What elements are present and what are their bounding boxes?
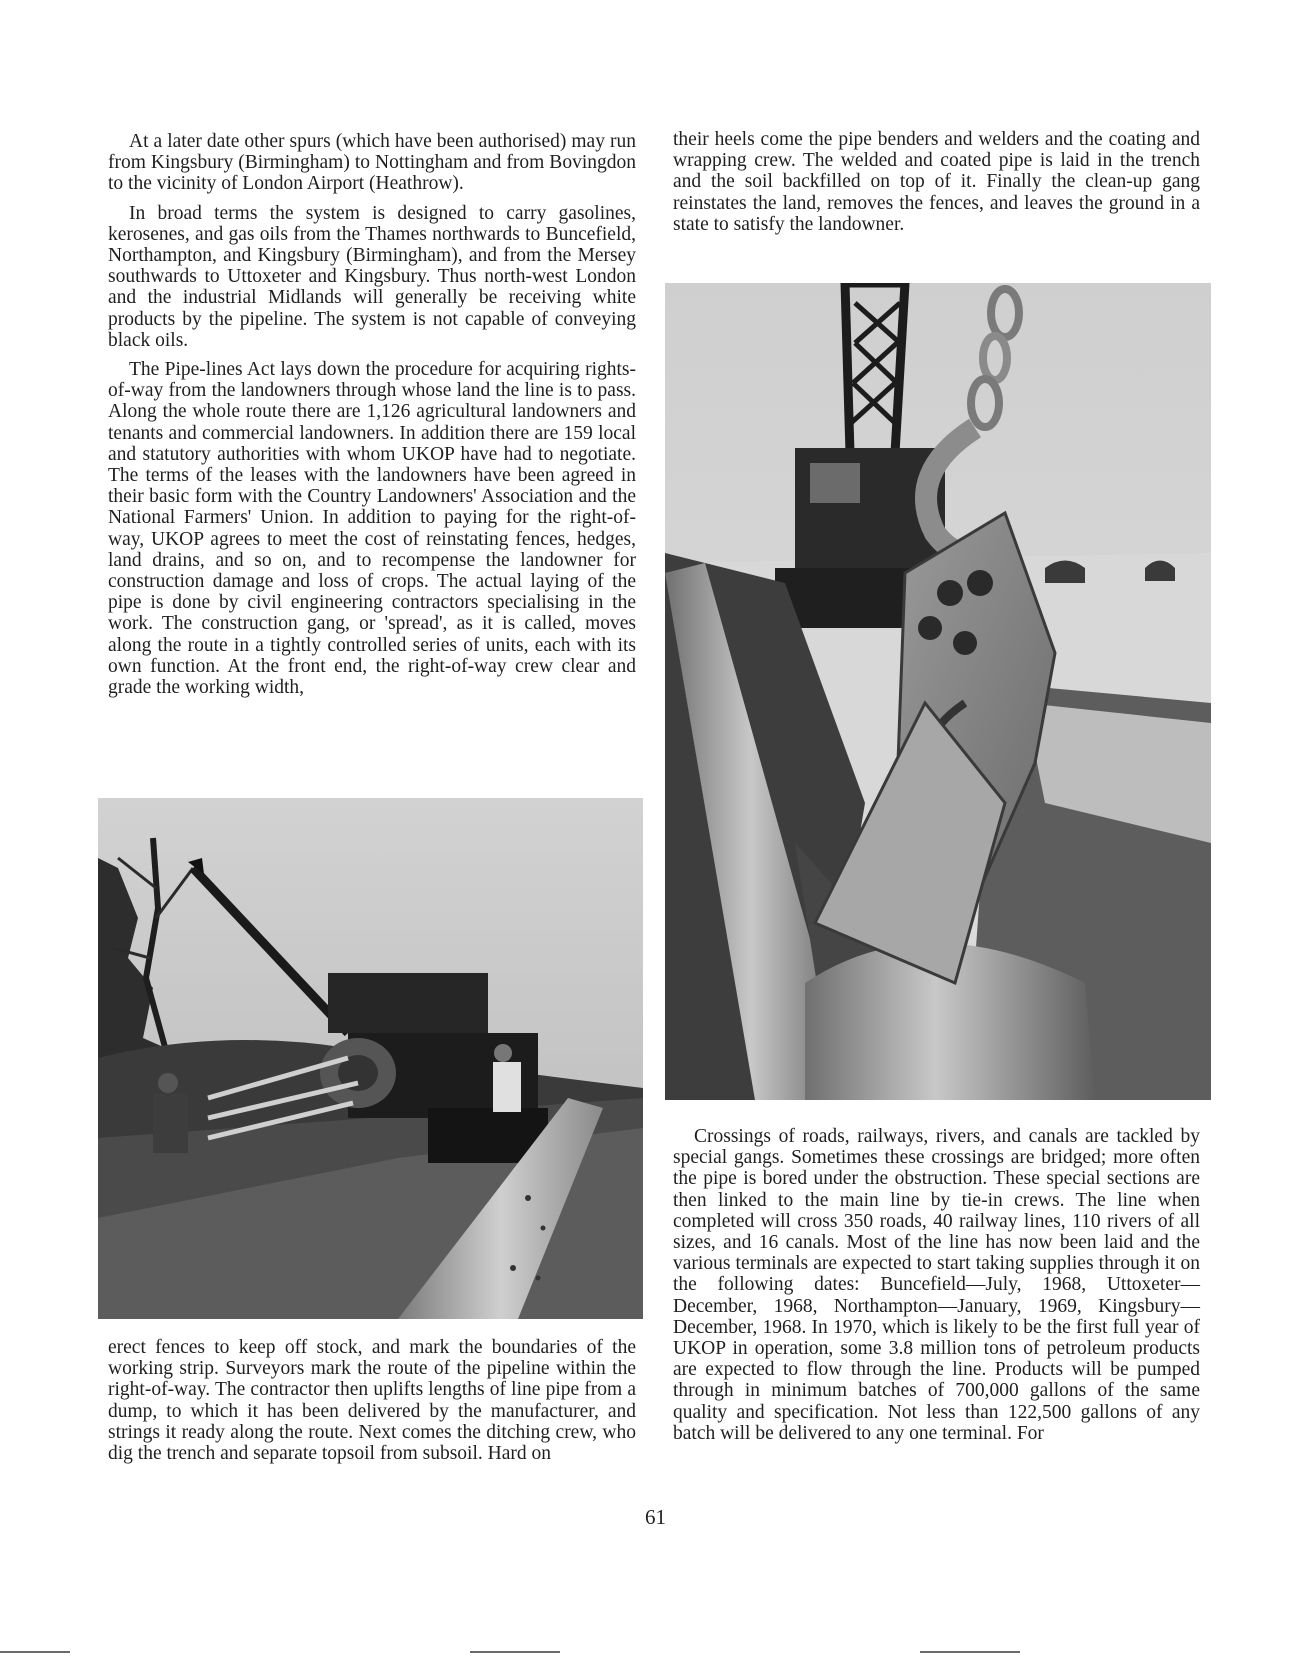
- paragraph-spurs: At a later date other spurs (which have been authorised) may run from Kingsbury (Birmingham) to Nottingham and from Bovingdon to the vicinity of London Airport (Heathrow).: [108, 131, 636, 195]
- right-column-top: [673, 129, 1200, 235]
- scan-edge-rule: [0, 1651, 70, 1653]
- page-number: 61: [645, 1505, 666, 1529]
- left-column-top: [108, 131, 636, 698]
- scan-edge-rule: [470, 1651, 560, 1653]
- paragraph-fences-continuation: erect fences to keep off stock, and mark the boundaries of the working strip. Surveyors mark the route of the pipeline within the right-of-way. The contractor then uplifts lengths of line pipe from a dump, to which it has been delivered by the manufacturer, and strings it ready along the route. Next comes the ditching crew, who dig the trench and separate topsoil from subsoil. Hard on: [108, 1337, 636, 1465]
- paragraph-system: In broad terms the system is designed to carry gasolines, kerosenes, and gas oils from the Thames northwards to Buncefield, Northampton, and Kingsbury (Birmingham), and from the Mersey southwards to Uttoxeter and Kingsbury. Thus north-west London and the industrial Midlands will generally be receiving white products by the pipeline. The system is not capable of conveying black oils.: [108, 202, 636, 351]
- scan-edge-rule: [920, 1651, 1020, 1653]
- photo-crane-hook-over-pipe: [665, 283, 1211, 1100]
- right-column-bottom: [673, 1126, 1200, 1444]
- paragraph-pipelines-act: The Pipe-lines Act lays down the procedure for acquiring rights-of-way from the landowners through whose land the line is to pass. Along the whole route there are 1,126 agricultural landowners and tenants and commercial landowners. In addition there are 159 local and statutory authorities with whom UKOP have had to negotiate. The terms of the leases with the landowners have been agreed in their basic form with the Country Landowners' Association and the National Farmers' Union. In addition to paying for the right-of-way, UKOP agrees to meet the cost of reinstating fences, hedges, land drains, and so on, and to recompense the landowner for construction damage and loss of crops. The actual laying of the pipe is done by civil engineering contractors specialising in the work. The construction gang, or 'spread', as it is called, moves along the route in a tightly controlled series of units, each with its own function. At the front end, the right-of-way crew clear and grade the working width,: [108, 359, 636, 699]
- left-column-bottom: [108, 1337, 636, 1464]
- paragraph-crossings: Crossings of roads, railways, rivers, and canals are tackled by special gangs. Sometimes these crossings are bridged; more often the pipe is bored under the obstruction. These special sections are then linked to the main line by tie-in crews. The line when completed will cross 350 roads, 40 railway lines, 110 rivers of all sizes, and 16 canals. Most of the line has now been laid and the various terminals are expected to start taking supplies through it on the following dates: Buncefield—July, 1968, Uttoxeter—December, 1968, Northampton—January, 1969, Kingsbury—December, 1968. In 1970, which is likely to be the first full year of UKOP in operation, some 3.8 million tons of petroleum products are expected to flow through the line. Products will be pumped through in minimum batches of 700,000 gallons of the same quality and specification. Not less than 122,500 gallons of any batch will be delivered to any one terminal. For: [673, 1126, 1200, 1444]
- photo-sideboom-tractor-laying-pipe: [98, 798, 643, 1319]
- paragraph-pipe-benders: their heels come the pipe benders and welders and the coating and wrapping crew. The welded and coated pipe is laid in the trench and the soil backfilled on top of it. Finally the clean-up gang reinstates the land, removes the fences, and leaves the ground in a state to satisfy the landowner.: [673, 129, 1200, 235]
